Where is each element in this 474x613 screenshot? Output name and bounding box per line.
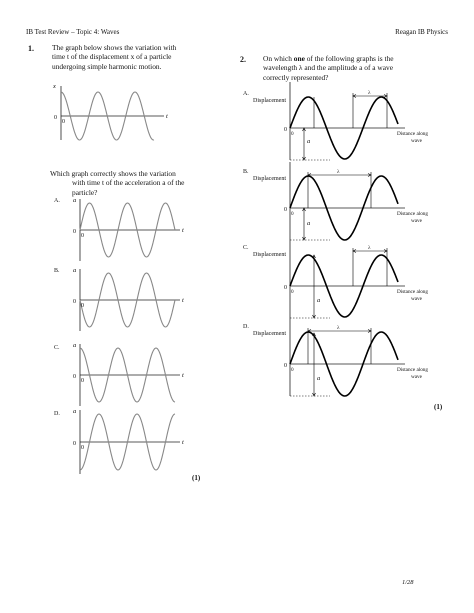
lambda-label: λ <box>368 90 371 96</box>
origin-2: 0 <box>81 378 84 384</box>
q2-option-a <box>243 82 428 160</box>
origin: 0 <box>73 229 76 235</box>
amplitude-label: a <box>317 375 321 382</box>
x-label-2: wave <box>411 374 422 380</box>
q2-mark: (1) <box>434 403 443 411</box>
y-label: Displacement <box>253 176 286 182</box>
q1-question-line-3: particle? <box>72 187 98 197</box>
page-number: 1/28 <box>402 579 414 586</box>
origin: 0 <box>73 299 76 305</box>
x-label-2: wave <box>411 296 422 302</box>
origin-2: 0 <box>291 211 294 217</box>
x-label-1: Distance along <box>397 131 428 137</box>
q1-option-c <box>54 342 184 406</box>
x-label: t <box>182 227 184 234</box>
x-label-2: wave <box>411 218 422 224</box>
y-label: a <box>73 342 77 349</box>
q1-intro-line-2: time t of the displacement x of a particle <box>52 52 172 62</box>
q1-option-d <box>54 408 184 474</box>
x-label: t <box>182 297 184 304</box>
q2-option-d <box>243 318 428 396</box>
q1-question-line-2: with time t of the acceleration a of the <box>72 178 185 188</box>
origin-2: 0 <box>81 303 84 309</box>
q2-option-c <box>243 240 428 318</box>
q1-mark: (1) <box>192 474 201 482</box>
origin: 0 <box>284 363 287 369</box>
q1-option-b <box>54 267 184 331</box>
q2-q-post: of the following graphs is the <box>304 54 394 63</box>
q2-question-line-3: correctly represented? <box>263 72 329 82</box>
q1-x-label: t <box>166 113 168 120</box>
origin-2: 0 <box>291 131 294 137</box>
x-label-1: Distance along <box>397 211 428 217</box>
option-letter: D. <box>243 324 249 330</box>
origin: 0 <box>73 374 76 380</box>
origin-2: 0 <box>291 289 294 295</box>
lambda-label: λ <box>368 245 371 251</box>
q1-number: 1. <box>28 44 34 53</box>
origin-2: 0 <box>291 367 294 373</box>
q1-question-line-1: Which graph correctly shows the variation <box>50 169 176 178</box>
option-letter: B. <box>54 268 60 274</box>
origin: 0 <box>284 207 287 213</box>
amplitude-label: a <box>307 138 311 145</box>
q1-option-a <box>54 197 184 261</box>
amplitude-label: a <box>307 220 311 227</box>
option-letter: D. <box>54 411 60 417</box>
q1-main-graph <box>52 83 168 140</box>
origin: 0 <box>73 441 76 447</box>
q2-number: 2. <box>240 55 246 64</box>
q1-intro-line-1: The graph below shows the variation with <box>52 43 177 52</box>
origin: 0 <box>284 285 287 291</box>
q2-option-b <box>243 162 428 240</box>
q1-origin: 0 <box>54 115 57 121</box>
header-left: IB Test Review – Topic 4: Waves <box>26 28 120 36</box>
y-label: Displacement <box>253 331 286 337</box>
lambda-label: λ <box>337 169 340 175</box>
q2-question-line-2: wavelength λ and the amplitude a of a wave <box>263 63 393 73</box>
x-label: t <box>182 439 184 446</box>
y-label: a <box>73 197 77 204</box>
q1-intro-line-3: undergoing simple harmonic motion. <box>52 61 162 71</box>
y-label: a <box>73 267 77 274</box>
q2-q-pre: On which <box>263 54 294 63</box>
y-label: a <box>73 408 77 415</box>
header-right: Reagan IB Physics <box>395 28 448 36</box>
lambda-label: λ <box>337 325 340 331</box>
x-label: t <box>182 372 184 379</box>
origin-2: 0 <box>81 445 84 451</box>
amplitude-label: a <box>317 297 321 304</box>
option-letter: B. <box>243 169 249 175</box>
x-label-1: Distance along <box>397 367 428 373</box>
q2-q-bold: one <box>293 54 305 63</box>
q1-y-label: x <box>53 83 56 90</box>
y-label: Displacement <box>253 252 286 258</box>
option-letter: C. <box>243 245 249 251</box>
option-letter: A. <box>54 198 60 204</box>
option-letter: C. <box>54 345 60 351</box>
option-letter: A. <box>243 91 249 97</box>
origin: 0 <box>284 127 287 133</box>
y-label: Displacement <box>253 98 286 104</box>
origin-2: 0 <box>81 233 84 239</box>
x-label-2: wave <box>411 138 422 144</box>
x-label-1: Distance along <box>397 289 428 295</box>
q1-origin-2: 0 <box>62 119 65 125</box>
